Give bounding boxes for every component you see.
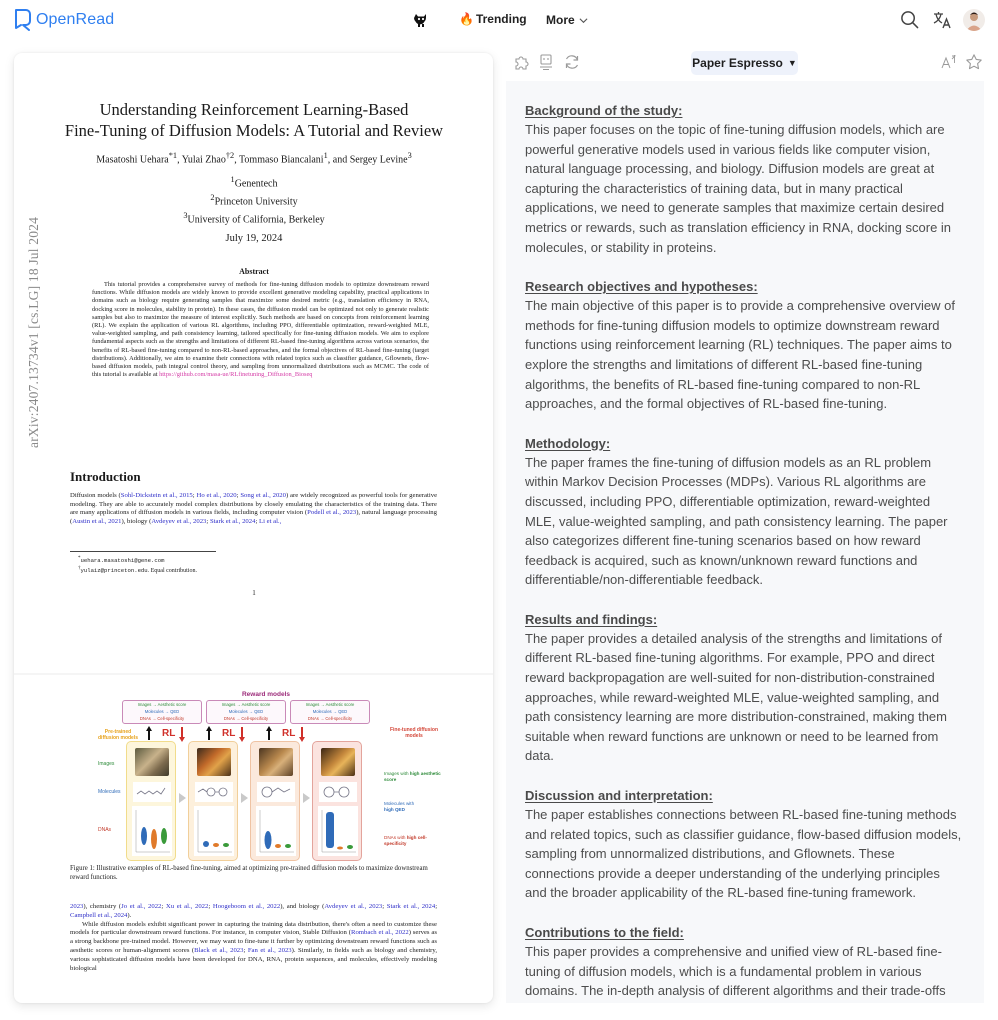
citation-link[interactable]: Hoogeboom et al., 2022 [212,903,281,910]
output-images-label [384,771,444,783]
author-sep: , and [327,154,350,166]
dna-violin-plot [318,806,358,856]
author: Sergey Levine [349,154,408,166]
finetuned-label: Fine-tuned diffusion models [389,727,439,739]
summary-section-objectives [525,278,964,414]
dna-violin-plot [194,806,234,856]
affiliation-name: Genentech [234,178,278,190]
body-text: ), and biology ( [280,903,325,910]
rl-arrow-down-icon [179,737,185,742]
rl-label: RL [282,728,296,739]
nav-more-label: More [546,13,575,27]
author-sup: 1 [323,151,328,160]
body-text: ). [127,911,132,919]
code-link[interactable]: https://github.com/masa-ue/RLfinetuning_Diffusion_Bioseq [159,371,313,379]
summary-mode-label: Paper Espresso [692,56,783,70]
section-heading: Discussion and interpretation: [525,788,713,804]
model-column-step-2 [250,741,300,861]
body-text: ; [208,903,213,910]
section-heading: Research objectives and hypotheses: [525,279,758,295]
chevron-down-icon [579,16,588,25]
affiliation-sup: 3 [183,210,188,220]
body-continued [70,903,437,973]
section-body: This paper provides a comprehensive and unified view of RL-based fine-tuning of diffusion models, which is a fundamental problem in various domains. The in-depth analysis of different algorithms and their trade-offs [525,944,946,999]
summary-content[interactable] [506,81,984,1003]
footnote [78,555,197,565]
citation-link[interactable]: Stark et al., 2024 [209,518,256,526]
author-sup: 3 [407,151,412,160]
arrow-up-stem [148,730,150,740]
body-text: ; [236,492,241,499]
body-text: ) serves as a strong backbone pre-trained model. However, we may want to fine-tune it further by optimizing downstream reward functions such as aesthetic scores or human-alignment scores ( [70,929,437,954]
introduction-heading: Introduction [70,469,141,484]
reward-line-molecules: Molecules → QED [312,708,348,714]
reward-line-dnas: DNAs → Cell-specificity [139,715,185,721]
body-text: ; [243,946,248,954]
avatar-icon [963,9,985,31]
section-body: The main objective of this paper is to provide a comprehensive overview of methods for fine-tuning diffusion models to optimize downstream reward functions using reinforcement learning (RL) techniques. The paper aims to explore the strengths and limitations of different RL-based fine-tuning algorithms, the benefits of RL-based fine-tuning compared to non-RL approaches, and the formal objectives of RL-based fine-tuning. [525,298,955,412]
user-avatar[interactable] [963,9,985,31]
citation-link[interactable]: Avdeyev et al., 2023 [151,518,207,526]
rl-label: RL [222,728,236,739]
model-column-finetuned [312,741,362,861]
summary-mode-dropdown[interactable] [691,51,798,75]
author-sup: *1 [168,151,178,160]
footnote [78,565,197,575]
citation-link[interactable]: Sohl-Dickstein et al., 2015 [120,492,193,499]
refresh-icon[interactable] [563,53,581,71]
openread-logo[interactable] [13,8,114,32]
summary-section-contributions [525,924,964,1001]
reward-line-images: Images → Aesthetic score [305,702,355,707]
section-body: The paper frames the fine-tuning of diffusion models as an RL problem within Markov Decision Processes (MDPs). Various RL algorithms are discussed, including PPO, differentiable optimization, reward-weighted MLE, value-weighted sampling, and path consistency learning. The paper also categorizes different fine-tuning scenarios based on how reward feedback is acquired, such as known/unknown reward functions and differentiable/non-differentiable feedback. [525,454,948,588]
body-text: ), natural language processing ( [70,509,437,526]
section-body: The paper provides a detailed analysis of the strengths and limitations of different RL-based fine-tuning algorithms. For example, PPO and direct reward backpropagation are well-suited for non-distribution-constrained approaches, while reward-weighted MLE, value-weighted sampling, and path consistency learning are more distribution-constrained, making them suitable when reward functions are unknown or need to be learned from data. [525,630,947,764]
openread-logo-icon [13,8,33,32]
arxiv-stamp: arXiv:2407.13734v1 [cs.LG] 18 Jul 2024 [26,216,41,448]
abstract-heading: Abstract [239,267,269,276]
molecule-drawing [133,782,171,802]
puzzle-icon[interactable] [513,53,531,71]
nav-trending[interactable] [459,12,527,26]
citation-link[interactable]: Black et al., 2023 [194,946,244,954]
github-icon[interactable] [412,11,430,29]
paper-title-line-2: Fine-Tuning of Diffusion Models: A Tutorial and Review [64,121,444,140]
body-text: ; [161,903,166,910]
affiliation [54,191,454,209]
arrow-right-icon [179,793,186,803]
paper-date: July 19, 2024 [225,233,283,244]
nav-trending-label: Trending [475,12,527,26]
reward-line-images: Images → Aesthetic score [137,702,187,707]
reward-models-title: Reward models [241,691,291,698]
reward-line-molecules: Molecules → QED [144,708,180,714]
summary-section-background [525,102,964,257]
body-text: ; [435,903,438,910]
abstract-body [92,281,429,379]
model-column-pretrained [126,741,176,861]
paper-authors [54,151,454,165]
body-text: ; [255,518,259,526]
author: Yulai Zhao [181,154,226,166]
row-label-dnas: DNAs [98,827,112,833]
section-heading: Contributions to the field: [525,925,684,940]
row-label-images: Images [98,761,115,767]
translate-icon[interactable] [932,10,952,30]
arrow-up-stem [208,730,210,740]
molecule-drawing [319,782,357,802]
molecule-drawing [257,782,295,802]
body-text: ). Similarly, in fields such as biology and chemistry, various sophisticated diffusion models have been developed for DNA, RNA, protein sequences, and molecules, effectively modeling biological [70,946,437,972]
pretrained-label: Pre-trained diffusion models [98,729,138,741]
figure-caption: Figure 1: Illustrative examples of RL-based fine-tuning, aimed at optimizing pre-trained diffusion models to maximize downstream reward functions. [70,865,428,881]
introduction-body [70,492,437,527]
body-text: ; [382,903,387,910]
body-text: ), biology ( [121,518,152,526]
citation-link[interactable]: Song et al., 2020 [240,492,286,499]
footnote-note: . Equal contribution. [147,568,197,574]
author-sep: , [234,154,240,166]
body-text: ; [206,518,210,526]
output-text-bold: high aesthetic score [384,771,441,782]
footnote-mark: † [78,566,81,571]
output-dnas-label [384,835,444,847]
molecule-drawing [195,782,233,802]
note-icon[interactable] [537,53,555,71]
citation-link[interactable]: Fan et al., 2023 [247,946,292,954]
citation-link[interactable]: Stark et al., 2024 [386,903,436,910]
section-heading: Background of the study: [525,103,683,118]
body-text: While diffusion models exhibit significant power in capturing the training data distribution, there's often a need to customize these models for particular downstream reward functions. For instance, in computer vision, Stable Diffusion ( [70,920,437,937]
arrow-right-icon [241,793,248,803]
output-molecules-label [384,801,414,813]
footnote-email: yulaiz@princeton.edu [80,567,148,574]
affiliation-sup: 1 [230,175,235,184]
sample-image [321,748,355,776]
citation-link[interactable]: Ho et al., 2020 [196,492,237,499]
summary-section-discussion [525,787,964,903]
section-body: This paper focuses on the topic of fine-tuning diffusion models, which are powerful generative models used in various fields like computer vision, natural language processing, and biology. Diffusion models are great at capturing the characteristics of training data, but in many practical applications, we need to generate samples that maximize certain desired metrics or rewards, such as translation efficiency in RNA, docking score in molecules, or stability in proteins. [525,122,952,255]
caret-down-icon: ▼ [787,58,797,68]
output-text: Molecules with [384,801,415,806]
nav-more-menu[interactable] [546,13,588,27]
output-text-bold: high cell-specificity [384,835,427,846]
footnote-divider [70,551,216,552]
affiliation-sup: 2 [210,192,215,202]
section-heading: Results and findings: [525,611,658,627]
arrow-right-icon [303,793,310,803]
footnote-email: uehara.masatoshi@gene.com [80,557,165,564]
abstract-text: This tutorial provides a comprehensive survey of methods for fine-tuning diffusion models to optimize downstream reward functions. While diffusion models are widely known to provide excellent generative modeling capability, practical applications in domains such as biology require generating samples that maximize some desired metric (e.g., translation efficiency in RNA, docking score in molecules, stability in protein). In these cases, the diffusion model can be optimized not only to generate realistic samples but also to maximize the measure of interest explicitly. Such methods are based on concepts from reinforcement learning (RL). We explain the application of various RL algorithms, including PPO, differentiable optimization, reward-weighted MLE, value-weighted sampling, and path consistency learning, tailored specifically for fine-tuning diffusion models. We aim to explore fundamental aspects such as the strengths and limitations of different RL-based fine-tuning algorithms across various scenarios, the benefits of RL-based fine-tuning compared to non-RL-based approaches, and the formal objectives of RL-based fine-tuning (target distributions). Additionally, we aim to examine their connections with related topics such as classifier guidance, Gflownets, flow-based diffusion models, path integral control theory, and sampling from unnormalized distributions such as MCMC. The code of this tutorial is available at [92,281,429,379]
output-text: DNAs with [384,835,407,840]
page-break [14,673,493,675]
citation-link[interactable]: Avdeyev et al., 2023 [324,903,383,910]
fire-icon: 🔥 [459,12,474,26]
sample-image [135,748,169,776]
sample-image [197,748,231,776]
affiliation [54,209,454,227]
citation-link[interactable]: Austin et al., 2021 [72,518,122,526]
star-icon[interactable] [965,53,983,71]
summary-section-results [525,611,964,766]
figure-1 [94,683,444,863]
reward-model-box [206,700,286,724]
rl-arrow-down-icon [299,737,305,742]
section-heading: Methodology: [525,435,611,451]
rl-arrow-down-icon [239,737,245,742]
reward-model-box [290,700,370,724]
body-text: ), chemistry ( [83,903,122,910]
reward-line-dnas: DNAs → Cell-specificity [223,715,269,721]
author-sup: †2 [225,151,235,160]
footnotes [78,555,197,575]
citation-link[interactable]: Xu et al., 2022 [165,903,209,910]
rl-label: RL [162,728,176,739]
body-paragraph [70,921,437,974]
citation-link[interactable]: Jo et al., 2022 [121,903,162,910]
arrow-up-stem [268,730,270,740]
citation-link[interactable]: Campbell et al., 2024 [70,911,128,919]
top-navbar [0,0,998,42]
affiliation [54,173,454,191]
citation-link[interactable]: Podell et al., 2023 [307,509,357,517]
pdf-viewer[interactable] [14,53,493,1003]
citation-link[interactable]: Rombach et al., 2022 [351,929,409,937]
paper-title-line-1: Understanding Reinforcement Learning-Based [99,100,409,119]
row-label-molecules: Molecules [98,789,121,795]
reward-line-dnas: DNAs → Cell-specificity [307,715,353,721]
reward-line-images: Images → Aesthetic score [221,702,271,707]
body-text: Diffusion models ( [70,492,121,499]
sample-image [259,748,293,776]
paper-affiliations [54,173,454,226]
author: Masatoshi Uehara [96,154,169,166]
body-paragraph [70,903,437,921]
summary-section-methodology [525,435,964,590]
reward-line-molecules: Molecules → QED [228,708,264,714]
citation-link[interactable]: Li et al., [258,518,282,526]
font-size-icon[interactable] [940,53,958,71]
author: Tommaso Biancalani [239,154,324,166]
citation-link[interactable]: 2023 [70,903,84,910]
app-name: OpenRead [36,11,115,28]
dna-violin-plot [256,806,296,856]
affiliation-name: Princeton University [214,196,298,208]
paper-title [54,99,454,141]
model-column-step-1 [188,741,238,861]
body-text: ) are widely recognized as powerful tools for generative modeling. They are able to accurately model complex distributions by closely emulating the characteristics of the training data. There are many applications of diffusion models in various fields, including computer vision ( [70,492,438,517]
reward-model-box [122,700,202,724]
author-sep: , [177,154,182,166]
search-icon[interactable] [900,10,919,29]
section-body: The paper establishes connections between RL-based fine-tuning methods and related topics, such as classifier guidance, flow-based diffusion models, sampling from unnormalized distributions, and Gflownets. These connections provide a deeper understanding of the underlying principles and the broader applicability of the RL-based fine-tuning framework. [525,807,962,901]
page-number: 1 [252,589,256,597]
output-text: Images with [384,771,410,776]
affiliation-name: University of California, Berkeley [187,213,325,225]
body-text: ; [192,492,197,499]
footnote-mark: * [78,556,81,561]
output-text-bold: high QED [384,807,405,812]
dna-violin-plot [132,806,172,856]
